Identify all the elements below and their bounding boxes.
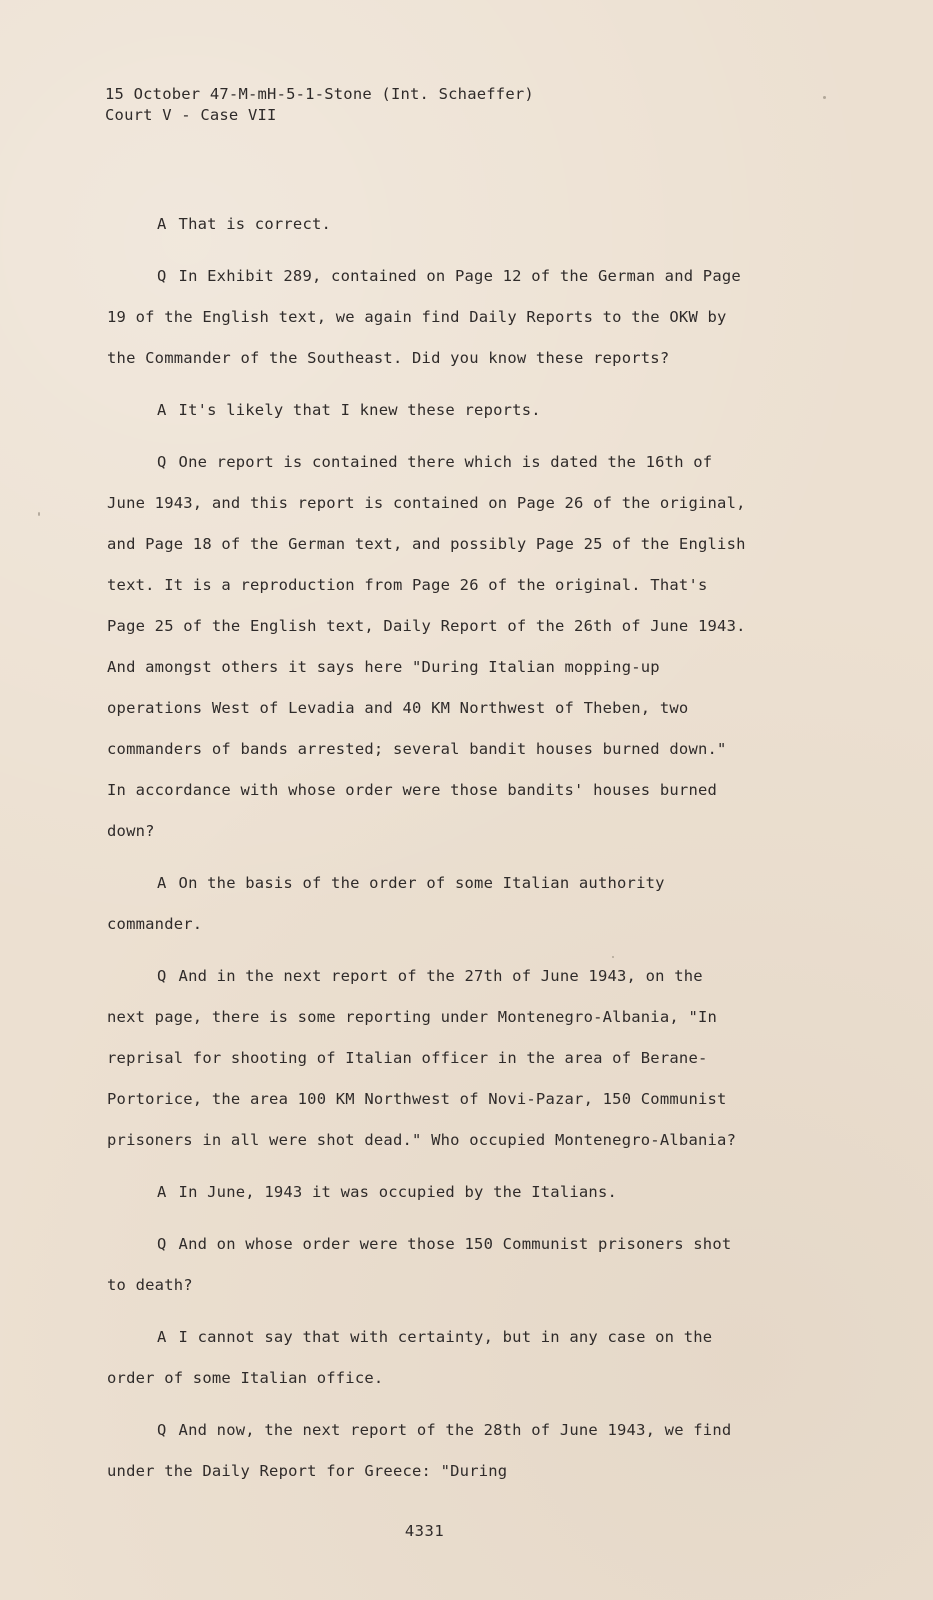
paragraph-text: One report is contained there which is dated the 16th of June 1943, and this report is contained on Page 26 of the original, and Page 18 of the German text, and possibly Page 25 of the English text. It is a reproduction from Page 26 of the original. That's Page 25 of the English text, Daily Report of the 26th of June 1943. And amongst others it says here "During Italian mopping-up operations West of Levadia and 40 KM Northwest of Theben, two commanders of bands arrested; several bandit houses burned down." In accordance with whose order were those bandits' houses burned down? <box>107 453 746 840</box>
page-number <box>0 1522 933 1540</box>
speaker-label: A <box>157 1183 167 1201</box>
paragraph-text: It's likely that I knew these reports. <box>178 401 541 419</box>
paper-speck <box>823 96 826 99</box>
transcript-paragraph <box>107 863 747 945</box>
paragraph-text: And now, the next report of the 28th of June 1943, we find under the Daily Report for Greece: "During <box>107 1421 732 1480</box>
paper-speck <box>612 956 614 958</box>
transcript-paragraph <box>107 1172 747 1213</box>
paper-speck <box>38 512 40 516</box>
paragraph-text: That is correct. <box>178 215 332 233</box>
speaker-label: A <box>157 215 167 233</box>
transcript-body <box>107 204 747 1503</box>
transcript-paragraph <box>107 956 747 1161</box>
paragraph-text: In Exhibit 289, contained on Page 12 of the German and Page 19 of the English text, we again find Daily Reports to the OKW by the Commander of the Southeast. Did you know these reports? <box>107 267 741 367</box>
paragraph-text: I cannot say that with certainty, but in any case on the order of some Italian office. <box>107 1328 713 1387</box>
speaker-label: Q <box>157 453 167 471</box>
paragraph-text: And in the next report of the 27th of June 1943, on the next page, there is some reporting under Montenegro-Albania, "In reprisal for shooting of Italian officer in the area of Berane-Portorice, the area 100 KM Northwest of Novi-Pazar, 150 Communist prisoners in all were shot dead." Who occupied Montenegro-Albania? <box>107 967 737 1149</box>
transcript-paragraph <box>107 442 747 852</box>
speaker-label: Q <box>157 1421 167 1439</box>
paragraph-text: On the basis of the order of some Italian authority commander. <box>107 874 665 933</box>
speaker-label: Q <box>157 1235 167 1253</box>
speaker-label: A <box>157 874 167 892</box>
transcript-paragraph <box>107 256 747 379</box>
speaker-label: A <box>157 401 167 419</box>
paragraph-text: And on whose order were those 150 Communist prisoners shot to death? <box>107 1235 732 1294</box>
transcript-paragraph <box>107 1224 747 1306</box>
transcript-paragraph <box>107 1317 747 1399</box>
header-line-2: Court V - Case VII <box>105 106 277 124</box>
page-number-text: 4331 <box>404 1522 445 1540</box>
header-line-1: 15 October 47-M-mH-5-1-Stone (Int. Schaeffer) <box>105 85 534 103</box>
speaker-label: A <box>157 1328 167 1346</box>
transcript-paragraph <box>107 390 747 431</box>
transcript-paragraph <box>107 204 747 245</box>
transcript-paragraph <box>107 1410 747 1492</box>
document-header <box>105 84 534 126</box>
speaker-label: Q <box>157 267 167 285</box>
paragraph-text: In June, 1943 it was occupied by the Italians. <box>178 1183 618 1201</box>
speaker-label: Q <box>157 967 167 985</box>
